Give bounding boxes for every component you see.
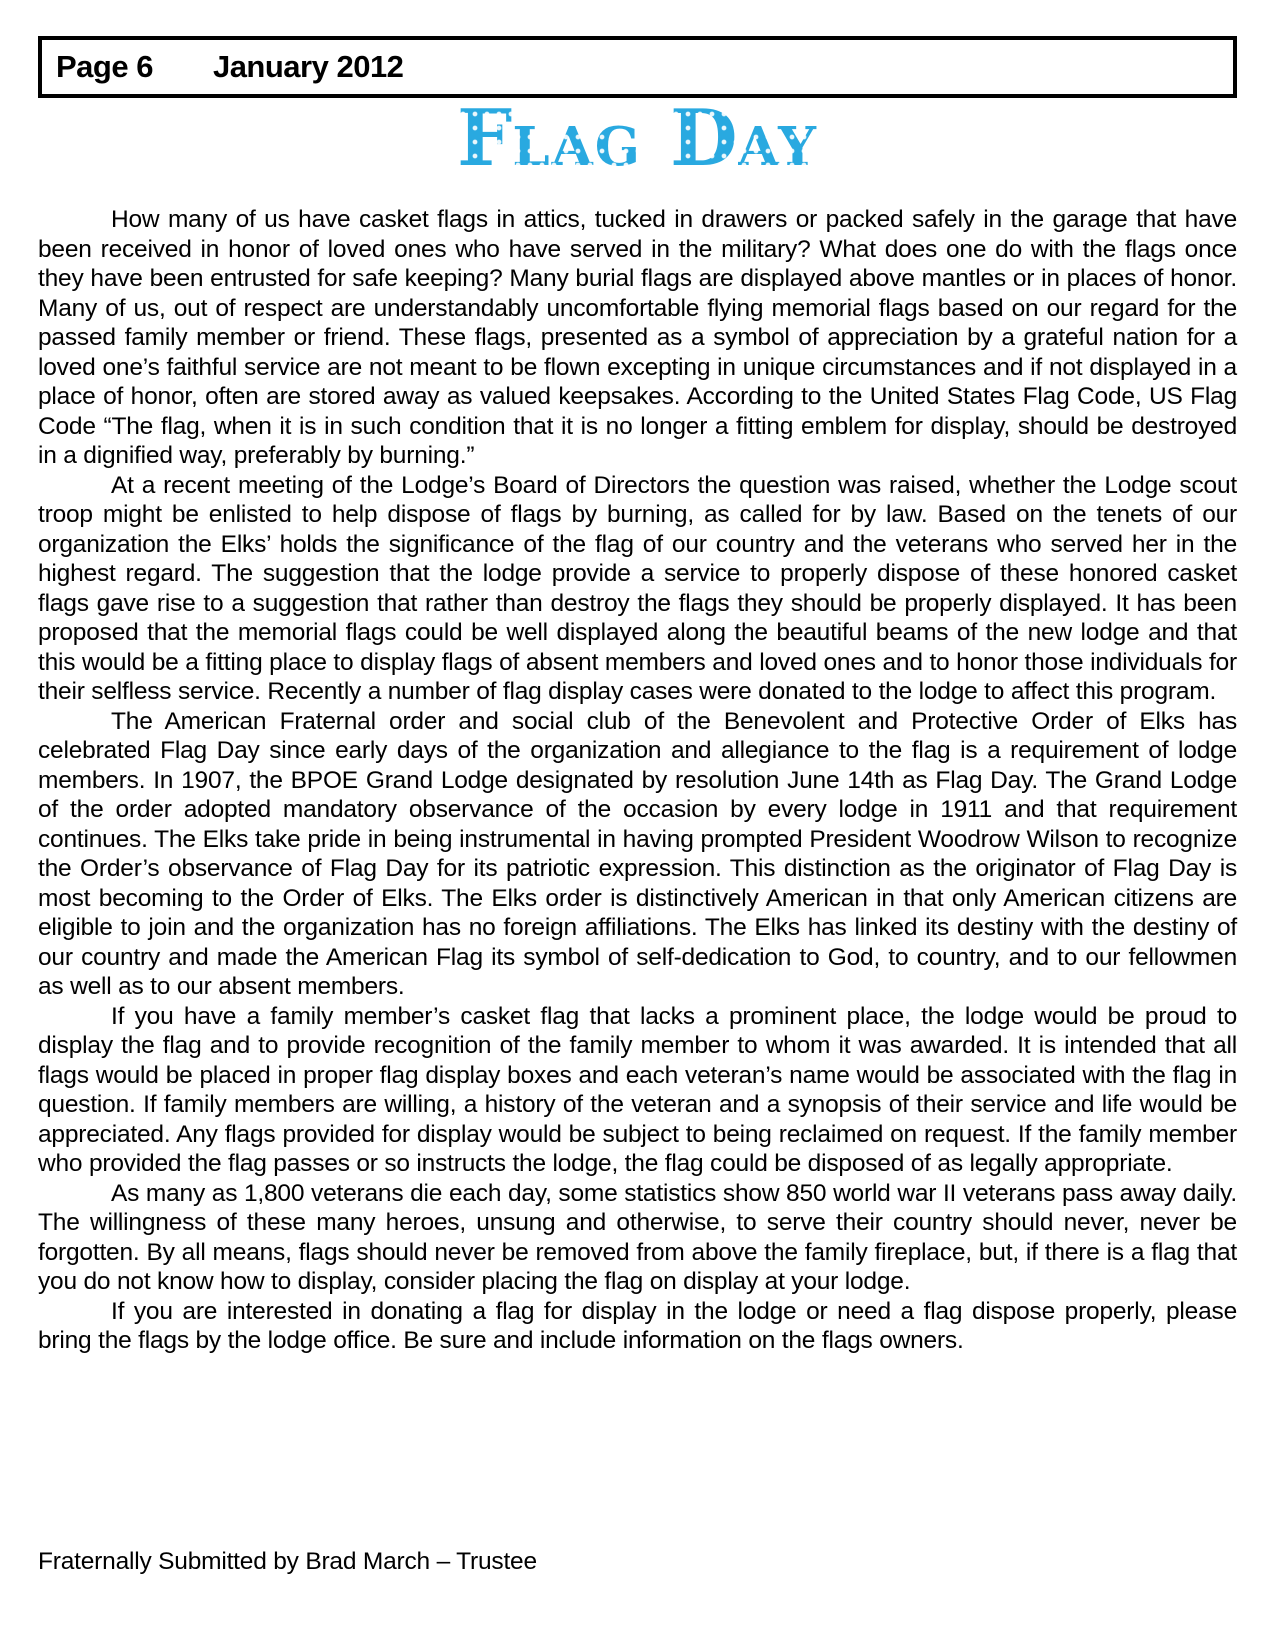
paragraph-4: If you have a family member’s casket flag that lacks a prominent place, the lodge would be proud to display the flag and to provide recognition of the family member to whom it was awarded. It is intended that all flags would be placed in proper flag display boxes and each veteran’s name would be associated with the flag in question. If family members are willing, a history of the veteran and a synopsis of their service and life would be appreciated. Any flags provided for display would be subject to being reclaimed on request. If the family member who provided the flag passes or so instructs the lodge, the flag could be disposed of as legally appropriate. — [38, 1002, 1237, 1177]
title-word-flag — [456, 93, 643, 184]
title-rest-lag: LAG — [512, 116, 643, 178]
paragraph-1: How many of us have casket flags in attics, tucked in drawers or packed safely in the garage that have been received in honor of loved ones who have served in the military? What does one do with the flags once they have been entrusted for safe keeping? Many burial flags are displayed above mantles or in places of honor. Many of us, out of respect are understandably uncomfortable flying memorial flags based on our regard for the passed family member or friend. These flags, presented as a symbol of appreciation by a grateful nation for a loved one’s faithful service are not meant to be flown excepting in unique circumstances and if not displayed in a place of honor, often are stored away as valued keepsakes. According to the United States Flag Code, US Flag Code “The flag, when it is in such condition that it is no longer a fitting emblem for display, should be destroyed in a dignified way, preferably by burning.” — [38, 206, 1237, 469]
paragraph-3: The American Fraternal order and social club of the Benevolent and Protective Order of Elks has celebrated Flag Day since early days of the organization and allegiance to the flag is a requirement of lodge members. In 1907, the BPOE Grand Lodge designated by resolution June 14th as Flag Day. The Grand Lodge of the order adopted mandatory observance of the occasion by every lodge in 1911 and that requirement continues. The Elks take pride in being instrumental in having prompted President Woodrow Wilson to recognize the Order’s observance of Flag Day for its patriotic expression. This distinction as the originator of Flag Day is most becoming to the Order of Elks. The Elks order is distinctively American in that only American citizens are eligible to join and the organization has no foreign affiliations. The Elks has linked its destiny with the destiny of our country and made the American Flag its symbol of self-dedication to God, to country, and to our fellowmen as well as to our absent members. — [38, 707, 1237, 1000]
title-word-day — [670, 93, 818, 184]
paragraph-6: If you are interested in donating a flag for display in the lodge or need a flag dispose properly, please bring the flags by the lodge office. Be sure and include information on the flags owners. — [38, 1297, 1237, 1354]
title-rest-ay: AY — [737, 116, 818, 178]
article-body — [38, 205, 1237, 1356]
paragraph-5: As many as 1,800 veterans die each day, some statistics show 850 world war II veterans pass away daily. The willingness of these many heroes, unsung and otherwise, to serve their country should never, never be forgotten. By all means, flags should never be removed from above the family fireplace, but, if there is a flag that you do not know how to display, consider placing the flag on display at your lodge. — [38, 1179, 1237, 1295]
title-initial-d: D — [670, 93, 738, 184]
article-title-flag-day — [0, 93, 1275, 184]
signature-line: Fraternally Submitted by Brad March – Trustee — [38, 1547, 537, 1575]
page-number-label: Page 6 — [56, 49, 153, 84]
page-header-box — [38, 36, 1237, 98]
paragraph-2: At a recent meeting of the Lodge’s Board of Directors the question was raised, whether the Lodge scout troop might be enlisted to help dispose of flags by burning, as called for by law. Based on the tenets of our organization the Elks’ holds the significance of the flag of our country and the veterans who served her in the highest regard. The suggestion that the lodge provide a service to properly dispose of these honored casket flags gave rise to a suggestion that rather than destroy the flags they should be properly displayed. It has been proposed that the memorial flags could be well displayed along the beautiful beams of the new lodge and that this would be a fitting place to display flags of absent members and loved ones and to honor those individuals for their selfless service. Recently a number of flag display cases were donated to the lodge to affect this program. — [38, 471, 1237, 705]
title-initial-f: F — [456, 93, 513, 184]
header-date-label: January 2012 — [212, 49, 404, 84]
